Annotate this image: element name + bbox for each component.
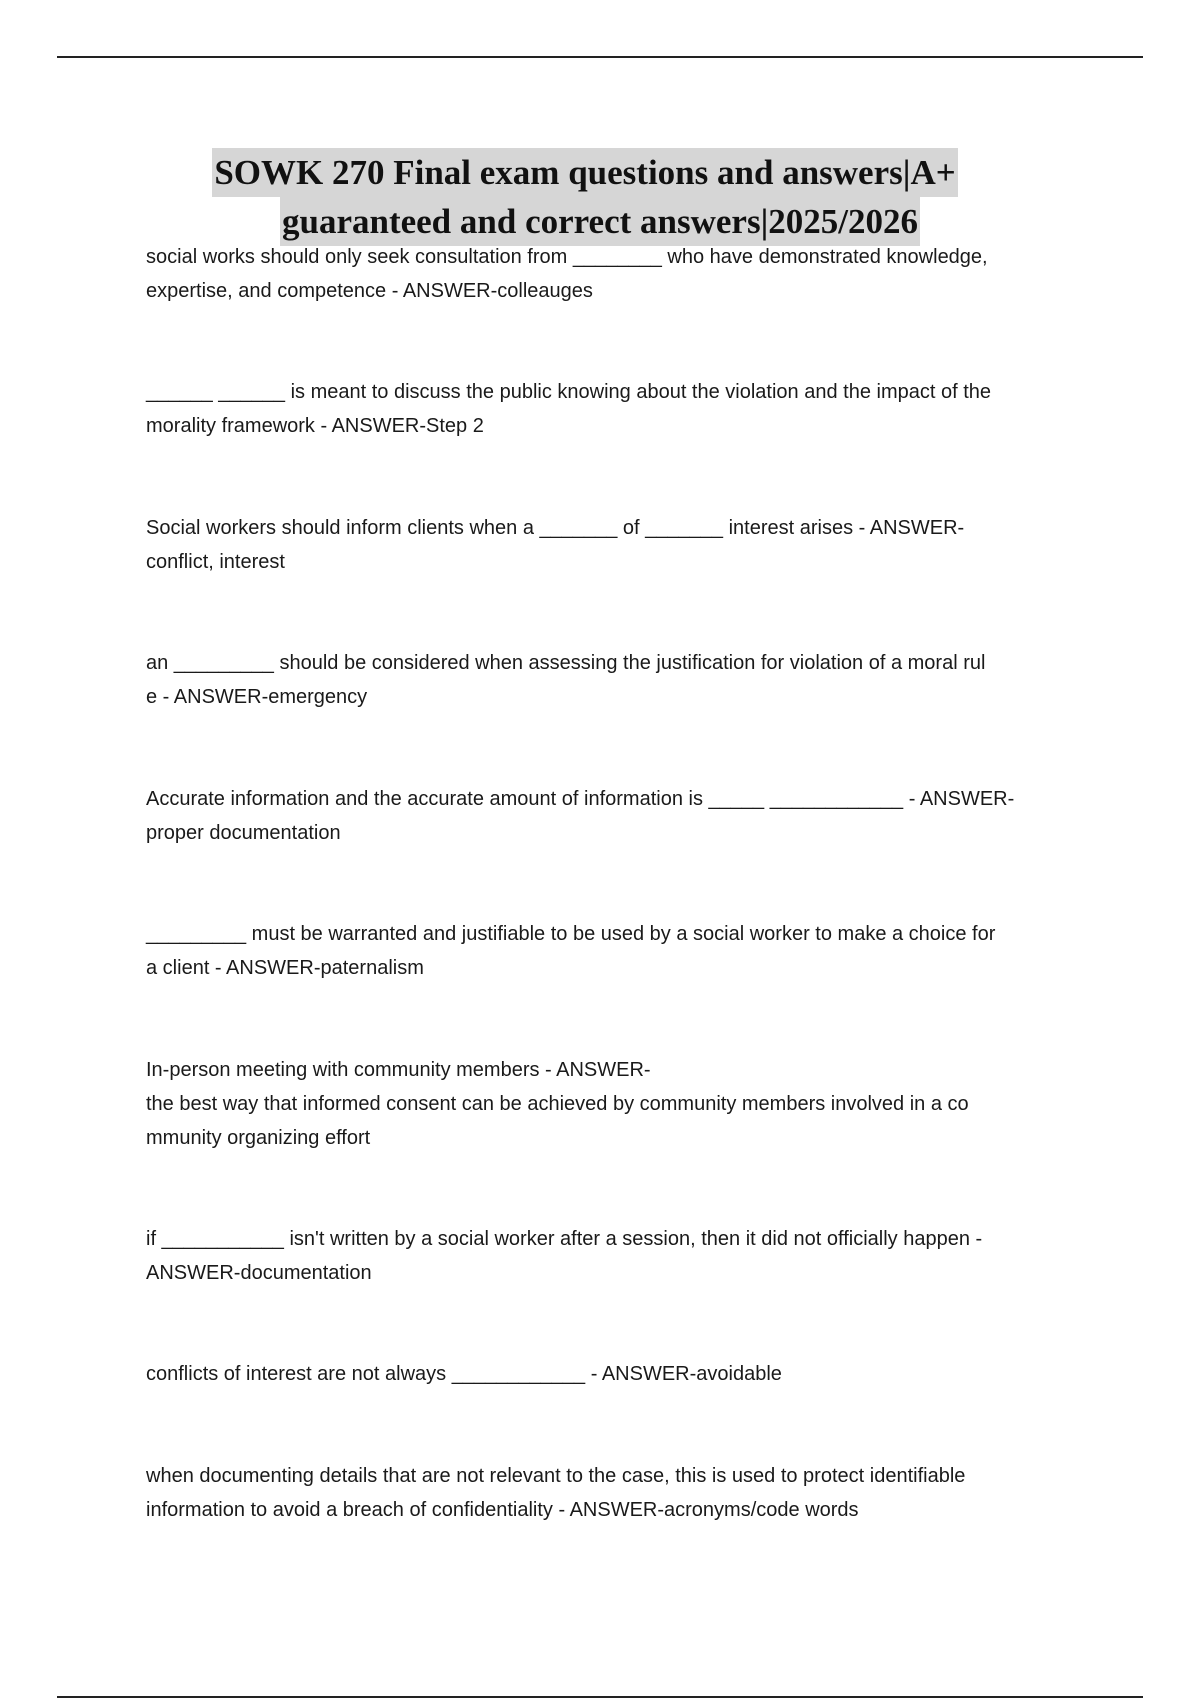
qa-line: e - ANSWER-emergency	[146, 686, 368, 708]
qa-line: an _________ should be considered when assessing the justification for violation of a moral rul	[146, 652, 986, 674]
qa-line: social works should only seek consultation from ________ who have demonstrated knowledge,	[146, 246, 988, 268]
qa-line: Social workers should inform clients when a _______ of _______ interest arises - ANSWER-	[146, 517, 965, 539]
qa-line: In-person meeting with community members - ANSWER-	[146, 1059, 651, 1081]
qa-line: the best way that informed consent can be achieved by community members involved in a co	[146, 1093, 969, 1115]
title-line-1: SOWK 270 Final exam questions and answers|A+	[212, 148, 957, 197]
bottom-rule	[57, 1696, 1143, 1698]
qa-item	[146, 1357, 1066, 1391]
qa-item	[146, 782, 1066, 850]
qa-line: a client - ANSWER-paternalism	[146, 957, 424, 979]
qa-line: mmunity organizing effort	[146, 1127, 371, 1149]
qa-line: expertise, and competence - ANSWER-colleauges	[146, 280, 593, 302]
document-title	[0, 148, 1200, 246]
qa-item	[146, 917, 1066, 985]
qa-item	[146, 1459, 1066, 1527]
qa-line: Accurate information and the accurate amount of information is _____ ____________ - ANSWER-	[146, 788, 1015, 810]
qa-item	[146, 1053, 1066, 1155]
title-line-2: guaranteed and correct answers|2025/2026	[280, 197, 920, 246]
qa-line: _________ must be warranted and justifiable to be used by a social worker to make a choice for	[146, 923, 996, 945]
qa-item	[146, 646, 1066, 714]
qa-line: ANSWER-documentation	[146, 1262, 372, 1284]
qa-item	[146, 375, 1066, 443]
qa-line: if ___________ isn't written by a social worker after a session, then it did not officially happen -	[146, 1228, 983, 1250]
qa-item	[146, 1222, 1066, 1290]
qa-line: information to avoid a breach of confidentiality - ANSWER-acronyms/code words	[146, 1499, 859, 1521]
qa-item	[146, 511, 1066, 579]
qa-line: conflict, interest	[146, 551, 285, 573]
qa-line: proper documentation	[146, 822, 341, 844]
top-rule	[57, 56, 1143, 58]
qa-line: ______ ______ is meant to discuss the public knowing about the violation and the impact of the	[146, 381, 992, 403]
qa-line: when documenting details that are not relevant to the case, this is used to protect identifiable	[146, 1465, 966, 1487]
qa-line: conflicts of interest are not always ____________ - ANSWER-avoidable	[146, 1363, 782, 1385]
qa-line: morality framework - ANSWER-Step 2	[146, 415, 484, 437]
qa-item	[146, 240, 1066, 308]
